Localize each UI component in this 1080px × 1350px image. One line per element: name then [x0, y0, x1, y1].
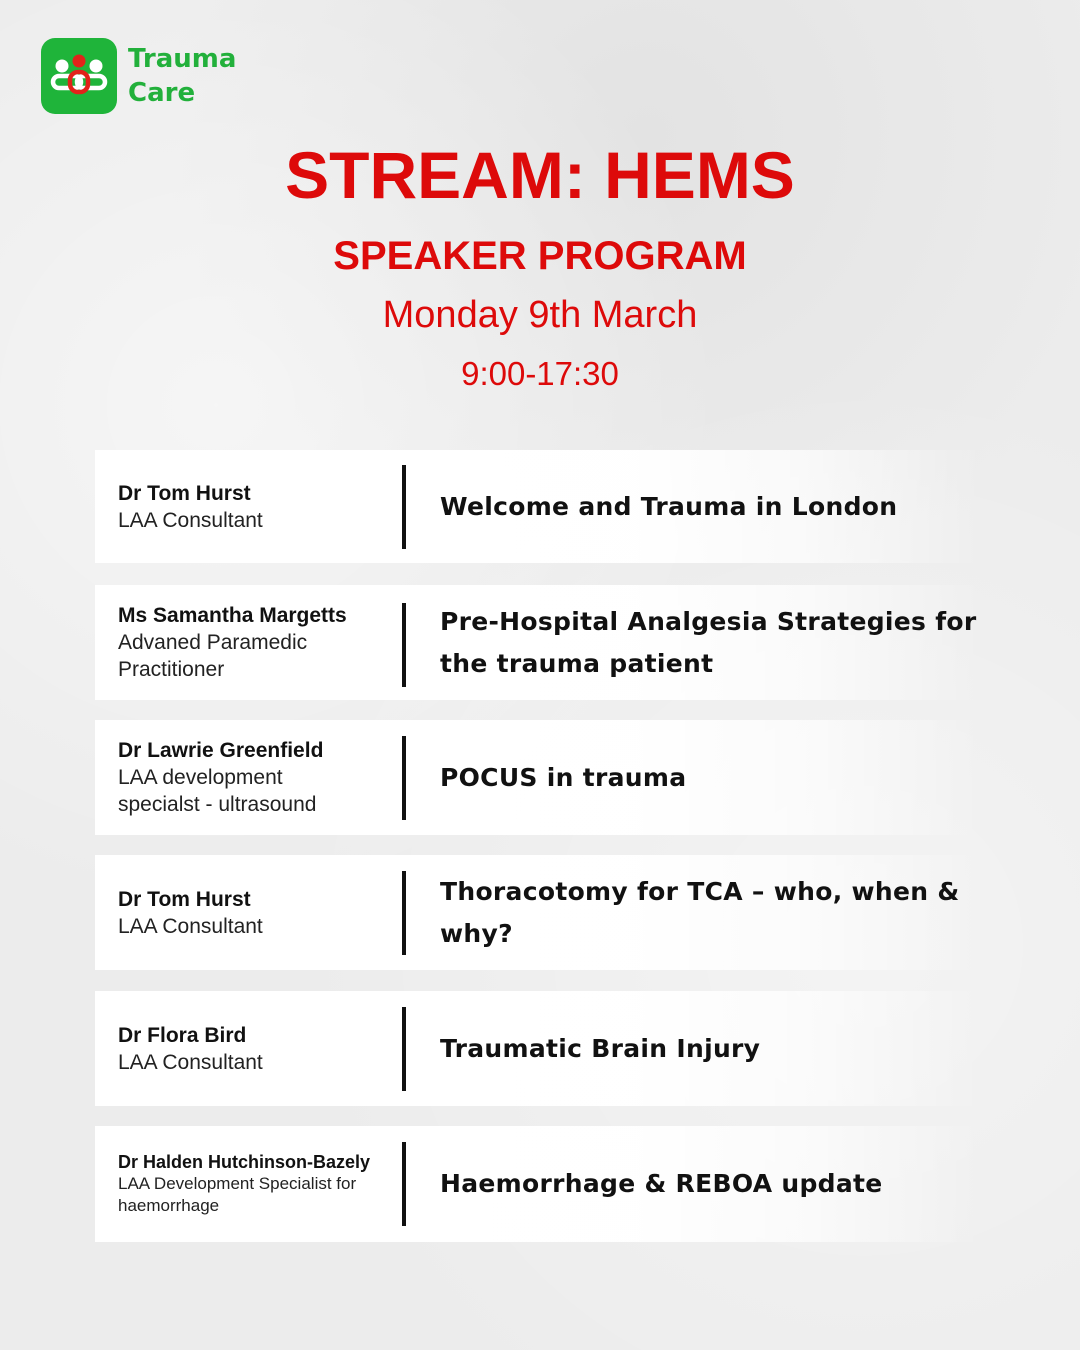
speaker-role: LAA Consultant	[118, 1050, 263, 1074]
talk-title: Traumatic Brain Injury	[440, 1033, 761, 1063]
speaker-name: Dr Flora Bird	[118, 1023, 247, 1047]
row-divider	[402, 871, 406, 955]
program-row	[95, 855, 1080, 970]
speaker-role: LAA Consultant	[118, 914, 263, 938]
speaker-name: Dr Tom Hurst	[118, 887, 251, 911]
row-divider	[402, 1142, 406, 1226]
talk-title: Haemorrhage & REBOA update	[440, 1169, 883, 1198]
page-header	[0, 138, 1080, 394]
linked-people-icon	[41, 38, 117, 114]
talk-title: Pre-Hospital Analgesia Strategies for the trauma patient	[440, 606, 977, 678]
event-time: 9:00-17:30	[461, 355, 619, 392]
speaker-info	[118, 855, 403, 970]
row-divider	[402, 1007, 406, 1091]
page-title: STREAM: HEMS	[285, 138, 795, 212]
speaker-name: Ms Samantha Margetts	[118, 604, 347, 627]
row-divider	[402, 736, 406, 820]
brand-name	[128, 42, 236, 110]
brand-logo	[41, 38, 236, 114]
speaker-role: LAA Development Specialist for haemorrhage	[118, 1174, 357, 1215]
talk-title: POCUS in trauma	[440, 762, 687, 792]
program-row	[95, 450, 1080, 563]
speaker-role: Advaned Paramedic Practitioner	[118, 631, 308, 681]
speaker-info	[118, 720, 403, 835]
program-row	[95, 991, 1080, 1106]
speaker-info	[118, 585, 403, 700]
speaker-info	[118, 1126, 403, 1242]
speaker-role: LAA development specialst - ultrasound	[118, 766, 317, 816]
speaker-role: LAA Consultant	[118, 508, 263, 532]
talk-title: Thoracotomy for TCA – who, when & why?	[440, 876, 960, 948]
speaker-info	[118, 991, 403, 1106]
speaker-name: Dr Tom Hurst	[118, 481, 251, 505]
speaker-name: Dr Halden Hutchinson-Bazely	[118, 1152, 371, 1172]
program-row	[95, 720, 1080, 835]
speaker-info	[118, 450, 403, 563]
brand-name-line2: Care	[128, 78, 196, 108]
event-date: Monday 9th March	[382, 294, 698, 336]
speaker-name: Dr Lawrie Greenfield	[118, 739, 324, 762]
program-row	[95, 585, 1080, 700]
row-divider	[402, 465, 406, 549]
page-subtitle: SPEAKER PROGRAM	[333, 234, 747, 278]
row-divider	[402, 603, 406, 687]
talk-title: Welcome and Trauma in London	[440, 491, 898, 521]
brand-name-line1: Trauma	[128, 44, 237, 74]
program-row	[95, 1126, 1080, 1242]
